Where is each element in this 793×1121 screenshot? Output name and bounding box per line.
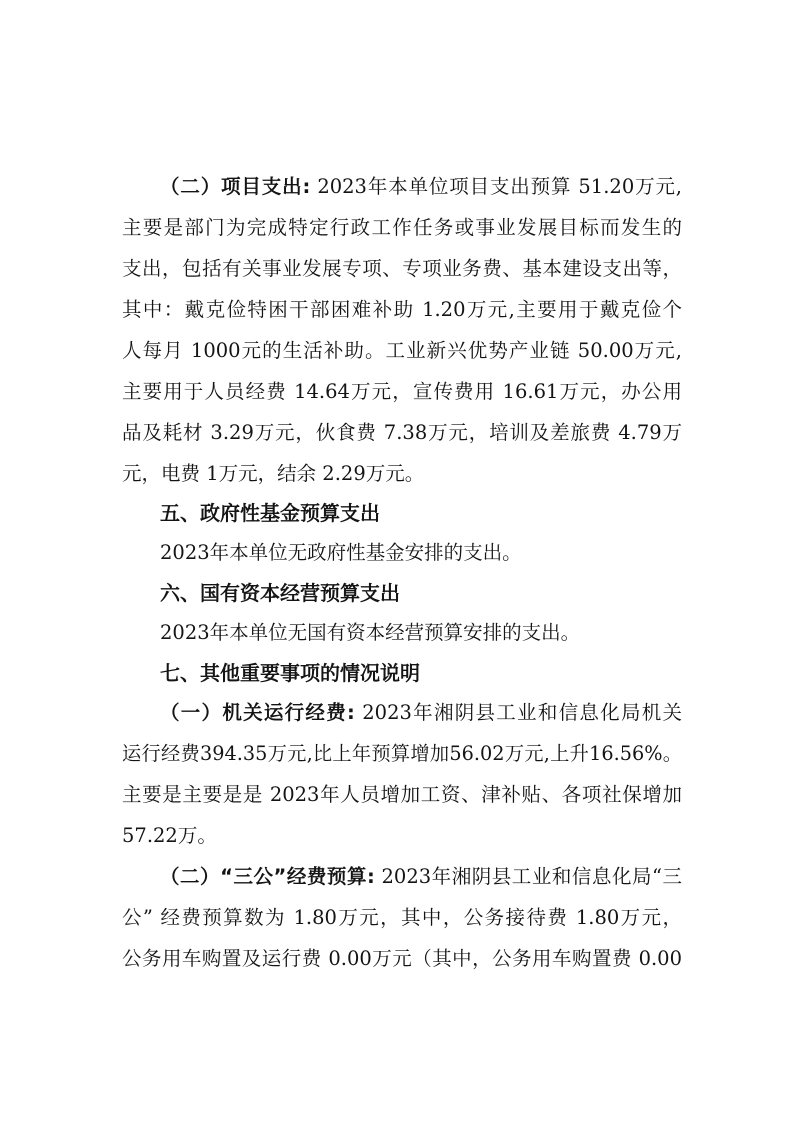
three-public-line-1 <box>160 864 682 890</box>
operating-cost-line-1 <box>160 700 682 726</box>
operating-cost-line-4: 57.22万。 <box>122 824 217 847</box>
project-expense-line-5: 人每月 1000元的生活补助。工业新兴优势产业链 50.00万元, <box>122 339 682 362</box>
three-public-heading: （二）“三公”经费预算: <box>160 865 375 888</box>
operating-cost-line-3: 主要是主要是是 2023年人员增加工资、津补贴、各项社保增加 <box>122 783 682 806</box>
project-expense-line-3: 支出，包括有关事业发展专项、专项业务费、基本建设支出等， <box>122 257 682 280</box>
section-5-body: 2023年本单位无政府性基金安排的支出。 <box>160 541 522 564</box>
three-public-line-1-text: 2023年湘阴县工业和信息化局“三 <box>374 865 683 888</box>
operating-cost-line-2: 运行经费394.35万元,比上年预算增加56.02万元,上升16.56%。 <box>122 742 682 765</box>
section-6-body: 2023年本单位无国有资本经营预算安排的支出。 <box>160 621 581 644</box>
operating-cost-heading: （一）机关运行经费: <box>160 701 355 724</box>
three-public-line-2: 公” 经费预算数为 1.80万元，其中，公务接待费 1.80万元， <box>122 906 682 929</box>
project-expense-line-4: 其中：戴克俭特困干部困难补助 1.20万元,主要用于戴克俭个 <box>122 298 682 321</box>
project-expense-heading: （二）项目支出: <box>160 175 311 198</box>
project-expense-line-7: 品及耗材 3.29万元，伙食费 7.38万元，培训及差旅费 4.79万 <box>122 421 682 444</box>
operating-cost-line-1-text: 2023年湘阴县工业和信息化局机关 <box>354 701 682 724</box>
project-expense-line-2: 主要是部门为完成特定行政工作任务或事业发展目标而发生的 <box>122 216 682 239</box>
section-7-heading: 七、其他重要事项的情况说明 <box>160 661 420 685</box>
project-expense-line-6: 主要用于人员经费 14.64万元，宣传费用 16.61万元，办公用 <box>122 380 682 403</box>
project-expense-line-1 <box>160 174 682 200</box>
project-expense-line-1-text: 2023年本单位项目支出预算 51.20万元, <box>310 175 682 198</box>
project-expense-line-8: 元，电费 1万元，结余 2.29万元。 <box>122 462 425 485</box>
three-public-line-3: 公务用车购置及运行费 0.00万元（其中，公务用车购置费 0.00 <box>122 947 682 970</box>
section-6-heading: 六、国有资本经营预算支出 <box>160 581 400 605</box>
section-5-heading: 五、政府性基金预算支出 <box>160 501 380 525</box>
